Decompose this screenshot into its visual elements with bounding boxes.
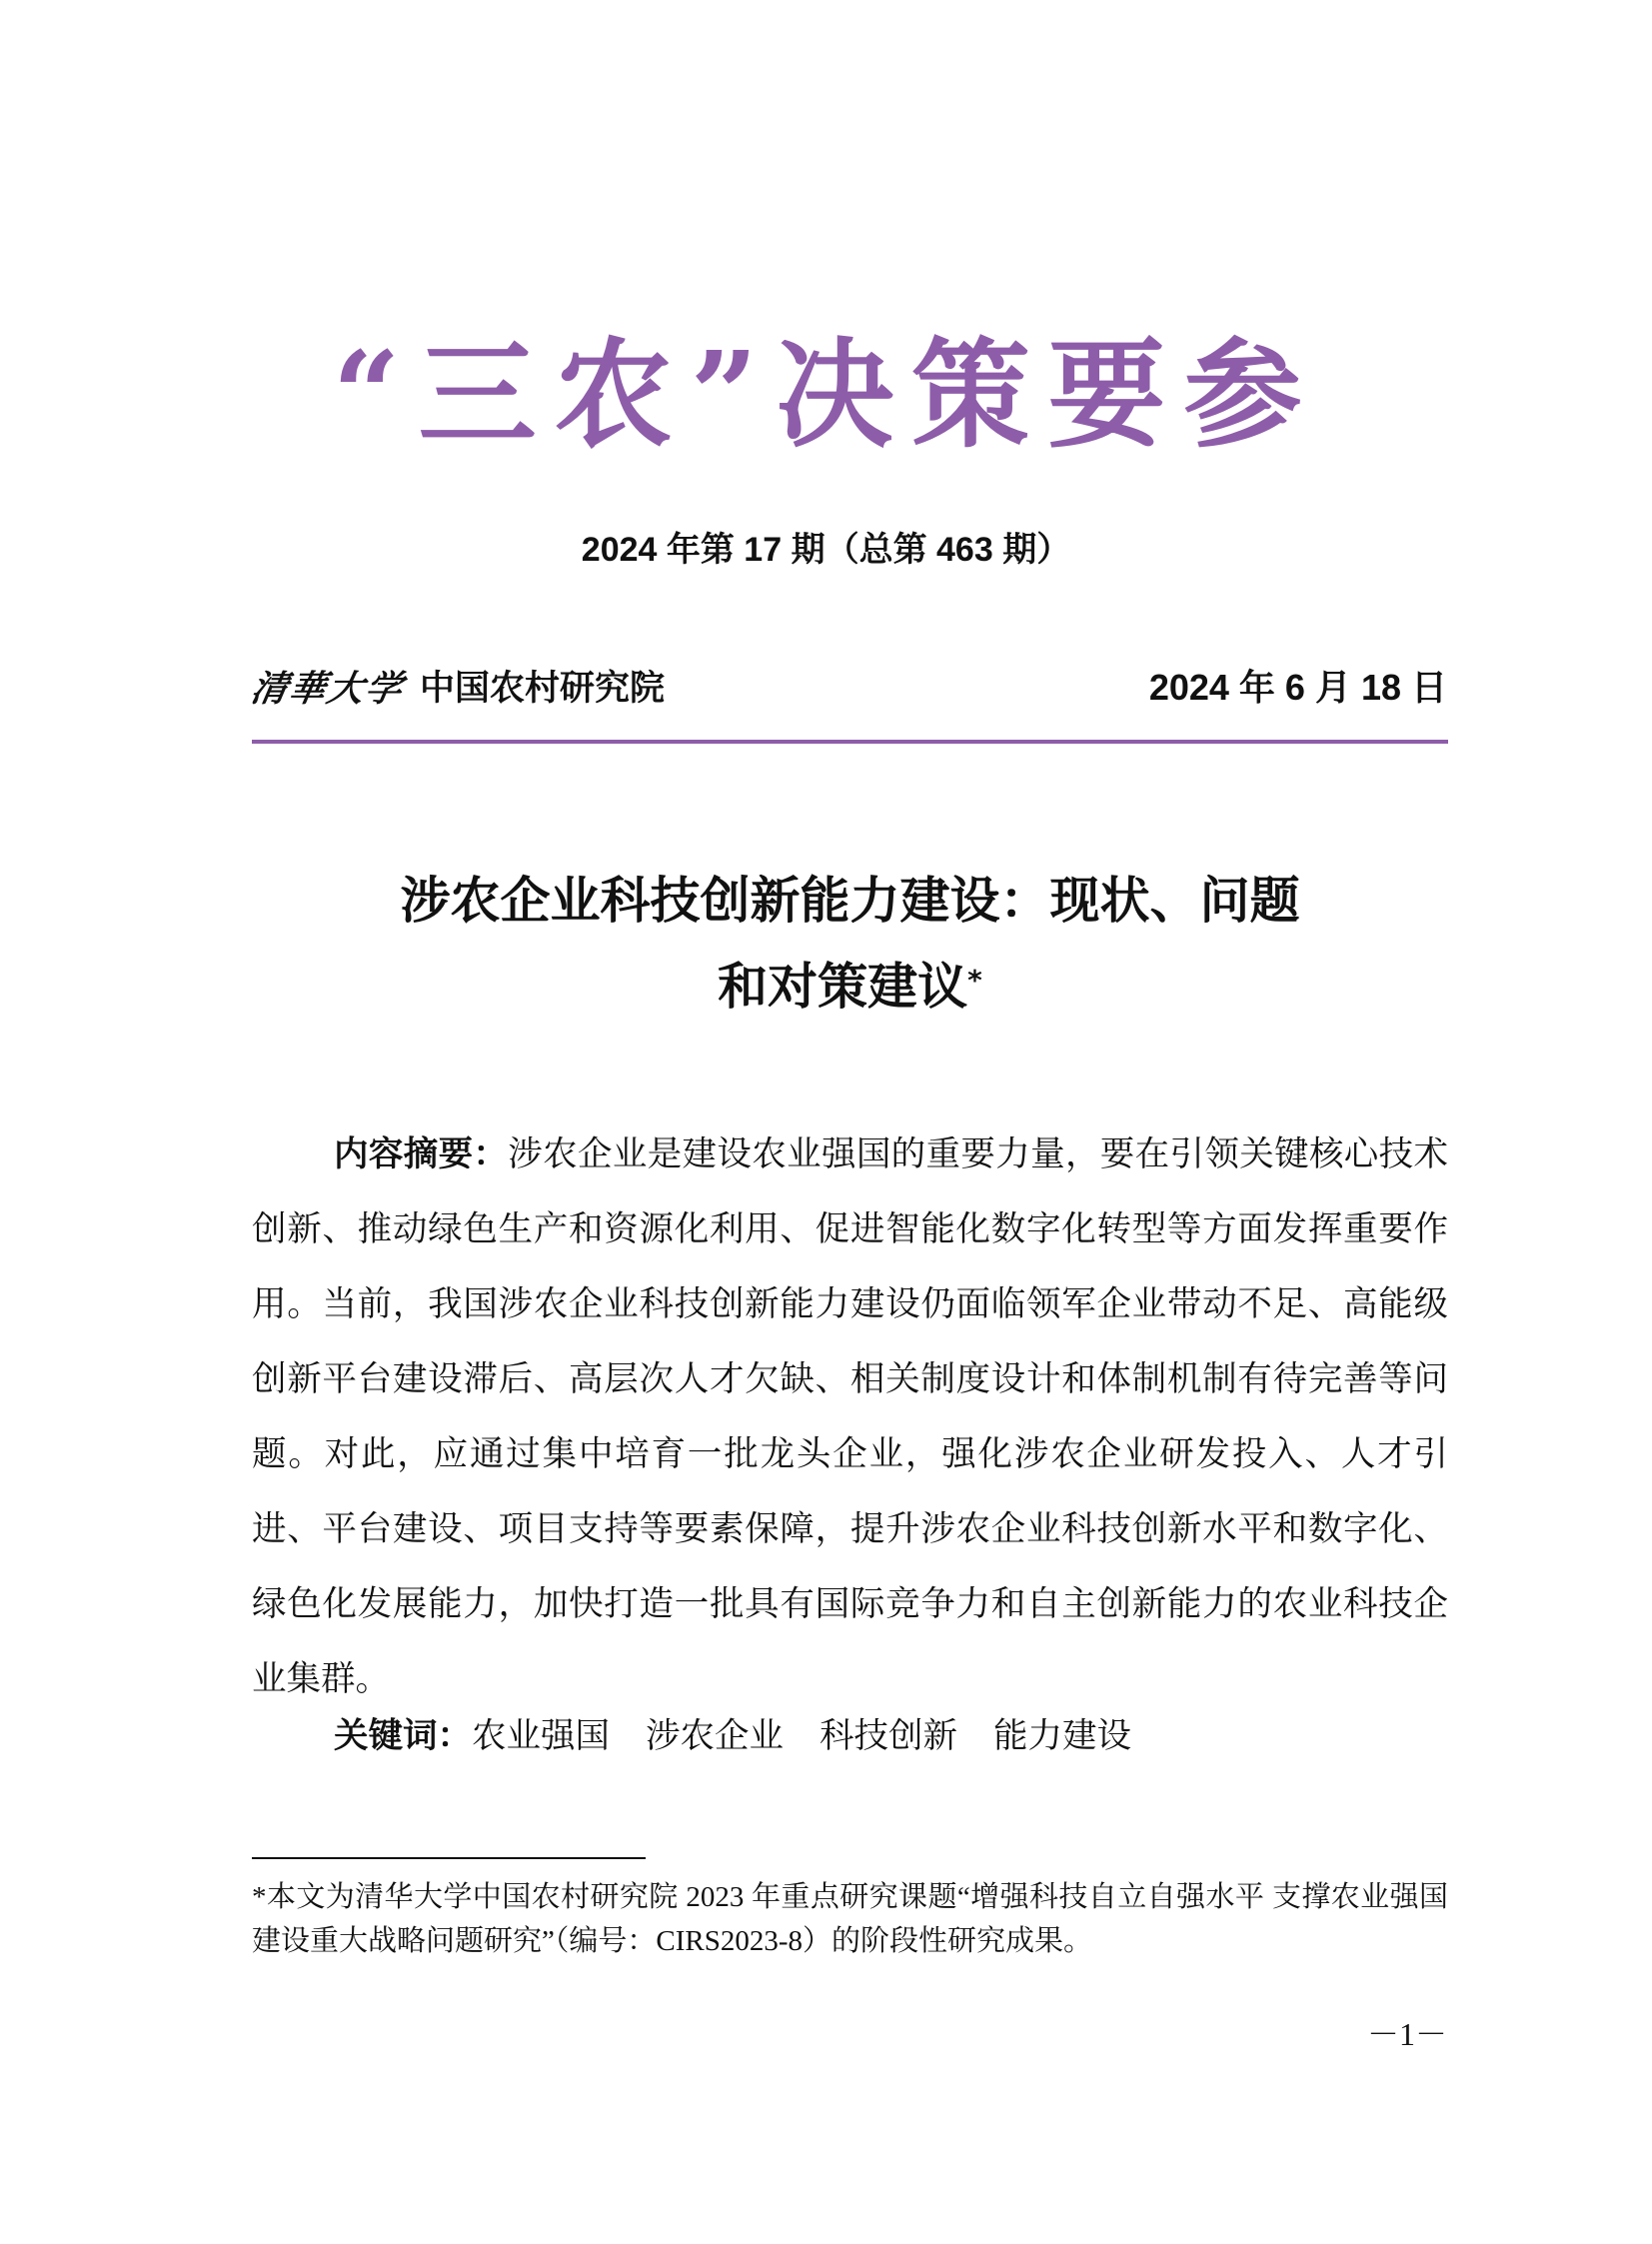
title-line-2 bbox=[252, 944, 1448, 1030]
keyword: 科技创新 bbox=[820, 1716, 957, 1756]
keywords-label: 关键词： bbox=[334, 1716, 472, 1756]
abstract-text: 涉农企业是建设农业强国的重要力量，要在引领关键核心技术创新、推动绿色生产和资源化利用、促进智能化数字化转型等方面发挥重要作用。当前，我国涉农企业科技创新能力建设仍面临领军企业带动不足、高能级创新平台建设滞后、高层次人才欠缺、相关制度设计和体制机制有待完善等问题。对此，应通过集中培育一批龙头企业，强化涉农企业研发投入、人才引进、平台建设、项目支持等要素保障，提升涉农企业科技创新水平和数字化、绿色化发展能力，加快打造一批具有国际竞争力和自主创新能力的农业科技企业集群。 bbox=[252, 1134, 1449, 1699]
title-line-1: 涉农企业科技创新能力建设：现状、问题 bbox=[400, 872, 1300, 930]
publication-date: 2024 年 6 月 18 日 bbox=[1148, 667, 1447, 708]
article-title bbox=[252, 858, 1448, 1030]
university-logo: 清華大学 bbox=[247, 667, 408, 710]
footnote-marker: * bbox=[967, 964, 982, 997]
masthead-title: “三农”决策要参 bbox=[332, 325, 1320, 464]
keyword: 农业强国 bbox=[472, 1716, 610, 1756]
title-line-2-text: 和对策建议 bbox=[718, 958, 968, 1016]
issue-number: 2024 年第 17 期（总第 463 期） bbox=[581, 531, 1071, 569]
footnote-divider bbox=[252, 1857, 646, 1859]
abstract-label: 内容摘要： bbox=[334, 1134, 509, 1174]
header-divider bbox=[252, 740, 1448, 744]
keywords bbox=[334, 1707, 1167, 1757]
institute-name: 中国农村研究院 bbox=[420, 669, 666, 709]
keyword: 能力建设 bbox=[993, 1716, 1131, 1756]
page-number: －1－ bbox=[1366, 2016, 1447, 2052]
abstract bbox=[252, 1118, 1448, 1717]
keyword: 涉农企业 bbox=[646, 1716, 784, 1756]
publisher bbox=[247, 658, 666, 714]
footnote: *本文为清华大学中国农村研究院 2023 年重点研究课题“增强科技自立自强水平 支撑农业强国建设重大战略问题研究”（编号：CIRS2023-8）的阶段性研究成果。 bbox=[252, 1881, 1448, 1957]
